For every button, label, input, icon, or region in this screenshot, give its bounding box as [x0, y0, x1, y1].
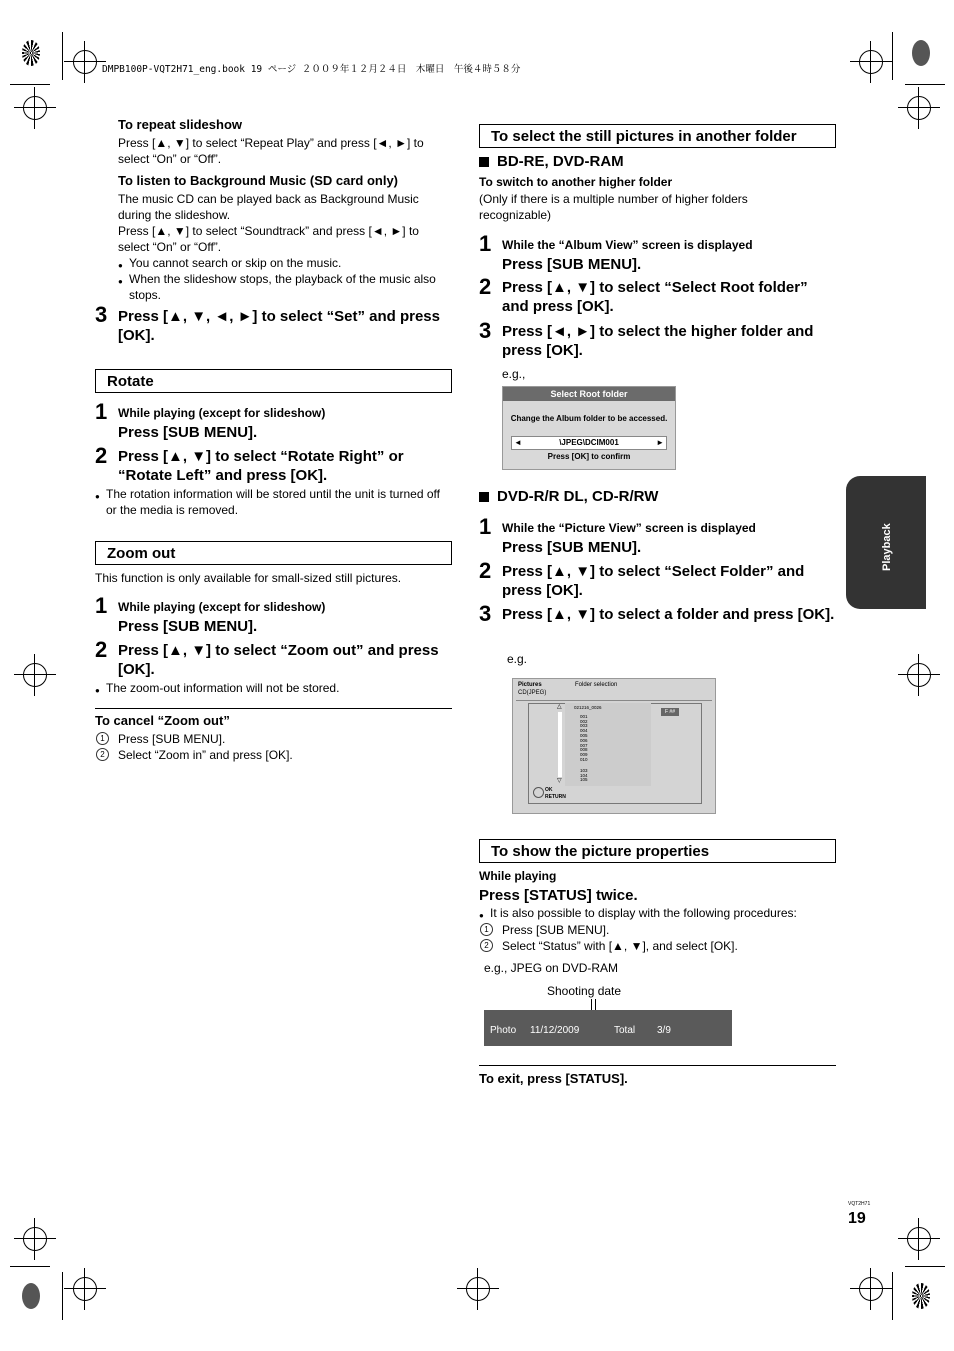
divider [479, 1065, 836, 1066]
folder-item[interactable]: 008 [580, 747, 588, 753]
status-total-label: Total [614, 1025, 636, 1036]
props-bullet: ● It is also possible to display with the following procedures: [490, 905, 797, 921]
step-condition: While the “Album View” screen is displayed [502, 238, 753, 252]
music-p2: Press [▲, ▼] to select “Soundtrack” and press [◄, ►] to select “On” or “Off”. [118, 224, 419, 254]
circled-number: 1 [96, 732, 109, 745]
step-text: Press [▲, ▼] to select “Select Folder” and press [OK]. [502, 563, 805, 599]
folder-items-more [580, 769, 651, 783]
page-number: 19 [848, 1210, 866, 1227]
folder-value: \JPEG\DCIM001 [559, 438, 619, 447]
remote-button-icon [533, 787, 544, 798]
screen-title: Folder selection [575, 682, 618, 688]
section-heading-rotate: Rotate [95, 369, 452, 393]
registration-mark-icon [23, 96, 47, 120]
step-number: 3 [479, 601, 492, 626]
selected-badge[interactable]: F ## [661, 708, 679, 716]
select-root-dialog [502, 386, 676, 470]
step-number: 2 [479, 558, 492, 583]
crop-mark [892, 32, 893, 80]
registration-mark-icon [907, 96, 931, 120]
step-condition: While playing (except for slideshow) [118, 406, 326, 420]
status-total-value: 3/9 [657, 1025, 671, 1036]
folder-item[interactable]: 103 [580, 767, 588, 773]
cancel-step-text: Select “Zoom in” and press [OK]. [118, 748, 293, 762]
zoom-intro: This function is only available for small-sized still pictures. [95, 571, 402, 585]
screen-separator [516, 700, 712, 701]
screen-media-label: CD(JPEG) [518, 690, 547, 696]
example-label: e.g. [507, 652, 528, 666]
registration-mark-icon [859, 50, 883, 74]
shooting-date-callout: Shooting date [547, 984, 622, 998]
folder-item[interactable]: 001 [580, 713, 588, 719]
section-tab [846, 476, 926, 609]
circled-number: 1 [480, 923, 493, 936]
crop-mark [905, 1266, 945, 1267]
crop-mark [10, 84, 50, 85]
registration-mark-icon [859, 1277, 883, 1301]
media-label: BD-RE, DVD-RAM [497, 153, 624, 170]
step-number: 2 [95, 443, 108, 468]
status-type: Photo [490, 1025, 517, 1036]
status-date: 11/12/2009 [530, 1025, 580, 1036]
note-bullet: ● The zoom-out information will not be stored. [106, 680, 339, 696]
music-title: To listen to Background Music (SD card only) [118, 173, 399, 188]
color-bar-icon [22, 40, 40, 66]
screen-pictures-label: Pictures [518, 682, 542, 688]
square-bullet-icon [479, 157, 489, 167]
cancel-step-text: Press [SUB MENU]. [118, 732, 226, 746]
media-label: DVD-R/R DL, CD-R/RW [497, 488, 659, 505]
props-example: e.g., JPEG on DVD-RAM [484, 961, 619, 975]
step-text: Press [SUB MENU]. [502, 539, 642, 556]
folder-selection-screen [512, 678, 716, 814]
status-bar [484, 1010, 732, 1046]
divider [95, 708, 452, 709]
step-condition: While the “Picture View” screen is displayed [502, 521, 756, 535]
folder-item[interactable]: 009 [580, 752, 588, 758]
ok-label[interactable]: OK [545, 787, 553, 793]
repeat-title: To repeat slideshow [118, 117, 243, 132]
step-number: 3 [479, 318, 492, 343]
music-p1: The music CD can be played back as Background Music during the slideshow. [118, 192, 419, 222]
folder-item[interactable]: 007 [580, 742, 588, 748]
section-tab-label: Playback [881, 523, 893, 571]
step-number: 1 [479, 231, 492, 256]
switch-note: (Only if there is a multiple number of higher folders recognizable) [479, 192, 748, 222]
folder-list [565, 703, 651, 786]
right-arrow-icon[interactable]: ► [656, 438, 664, 447]
dialog-footer: Press [OK] to confirm [547, 452, 631, 461]
folder-item[interactable]: 003 [580, 723, 588, 729]
folder-root[interactable]: 021216_0026 [574, 705, 602, 710]
music-bullet: ● When the slideshow stops, the playback of the music also stops. [129, 271, 451, 303]
color-bar-icon [22, 1283, 40, 1309]
media-heading [479, 152, 624, 171]
dialog-message: Change the Album folder to be accessed. [510, 414, 668, 423]
circled-number: 2 [480, 939, 493, 952]
step-text: Press [SUB MENU]. [502, 256, 642, 273]
step-number: 3 [95, 302, 108, 327]
step-text: Press [▲, ▼] to select “Zoom out” and press [OK]. [118, 642, 439, 678]
folder-item[interactable]: 005 [580, 732, 588, 738]
crop-mark [62, 1272, 63, 1320]
print-header: DMPB100P-VQT2H71_eng.book 19 ページ ２００９年１２月２４日 木曜日 午後４時５８分 [102, 64, 521, 75]
registration-mark-icon [73, 50, 97, 74]
square-bullet-icon [479, 492, 489, 502]
switch-title: To switch to another higher folder [479, 175, 673, 189]
step-condition: While playing (except for slideshow) [118, 600, 326, 614]
section-heading-folder: To select the still pictures in another folder [479, 124, 836, 148]
registration-mark-icon [466, 1277, 490, 1301]
media-heading [479, 487, 658, 506]
registration-mark-icon [73, 1277, 97, 1301]
note-bullet: ● The rotation information will be stored until the unit is turned off or the media is removed. [106, 486, 452, 518]
step-text: Press [◄, ►] to select the higher folder and press [OK]. [502, 323, 814, 359]
cancel-title: To cancel “Zoom out” [95, 713, 230, 728]
step-number: 2 [95, 637, 108, 662]
cancel-step [100, 731, 226, 747]
folder-item[interactable]: 104 [580, 772, 588, 778]
registration-mark-icon [907, 663, 931, 687]
section-heading-properties: To show the picture properties [479, 839, 836, 863]
color-bar-icon [912, 40, 930, 66]
step-number: 1 [95, 399, 108, 424]
return-label[interactable]: RETURN [545, 794, 566, 800]
circled-number: 2 [96, 748, 109, 761]
dialog-title: Select Root folder [503, 387, 675, 401]
crop-mark [892, 1272, 893, 1320]
step-text: Press [▲, ▼] to select a folder and press [OK]. [502, 606, 835, 623]
scroll-bar[interactable] [558, 712, 562, 777]
props-step [484, 922, 610, 938]
step-number: 1 [479, 514, 492, 539]
step-text: Press [SUB MENU]. [118, 618, 258, 635]
page-code: VQT2H71 [848, 1201, 871, 1207]
props-step-text: Select “Status” with [▲, ▼], and select [OK]. [502, 939, 738, 953]
step-text: Press [▲, ▼] to select “Rotate Right” or “Rotate Left” and press [OK]. [118, 448, 404, 484]
registration-mark-icon [907, 1227, 931, 1251]
crop-mark [62, 32, 63, 80]
down-arrow-icon: ▽ [557, 778, 562, 784]
props-step-text: Press [SUB MENU]. [502, 923, 610, 937]
music-bullet: ● You cannot search or skip on the music. [129, 255, 451, 271]
folder-item[interactable]: 010 [580, 756, 588, 762]
left-arrow-icon[interactable]: ◄ [514, 438, 522, 447]
crop-mark [905, 84, 945, 85]
step-number: 2 [479, 274, 492, 299]
folder-item[interactable]: 002 [580, 718, 588, 724]
folder-selector[interactable] [511, 436, 667, 450]
props-step [484, 938, 738, 954]
step-text: Press [▲, ▼, ◄, ►] to select “Set” and press [OK]. [118, 308, 440, 344]
step-text: Press [SUB MENU]. [118, 424, 258, 441]
registration-mark-icon [23, 663, 47, 687]
step-text: Press [▲, ▼] to select “Select Root folder” and press [OK]. [502, 279, 808, 315]
props-condition: While playing [479, 869, 557, 883]
folder-items [580, 715, 651, 763]
section-heading-zoom: Zoom out [95, 541, 452, 565]
registration-mark-icon [23, 1227, 47, 1251]
folder-item[interactable]: 004 [580, 728, 588, 734]
example-label: e.g., [502, 367, 526, 381]
crop-mark [10, 1266, 50, 1267]
folder-item[interactable]: 105 [580, 777, 588, 783]
color-bar-icon [912, 1283, 930, 1309]
repeat-text: Press [▲, ▼] to select “Repeat Play” and press [◄, ►] to select “On” or “Off”. [118, 136, 424, 166]
step-number: 1 [95, 593, 108, 618]
exit-instruction: To exit, press [STATUS]. [479, 1071, 628, 1086]
up-arrow-icon: △ [557, 704, 562, 710]
props-main: Press [STATUS] twice. [479, 887, 638, 904]
cancel-step [100, 747, 293, 763]
folder-item[interactable]: 006 [580, 737, 588, 743]
